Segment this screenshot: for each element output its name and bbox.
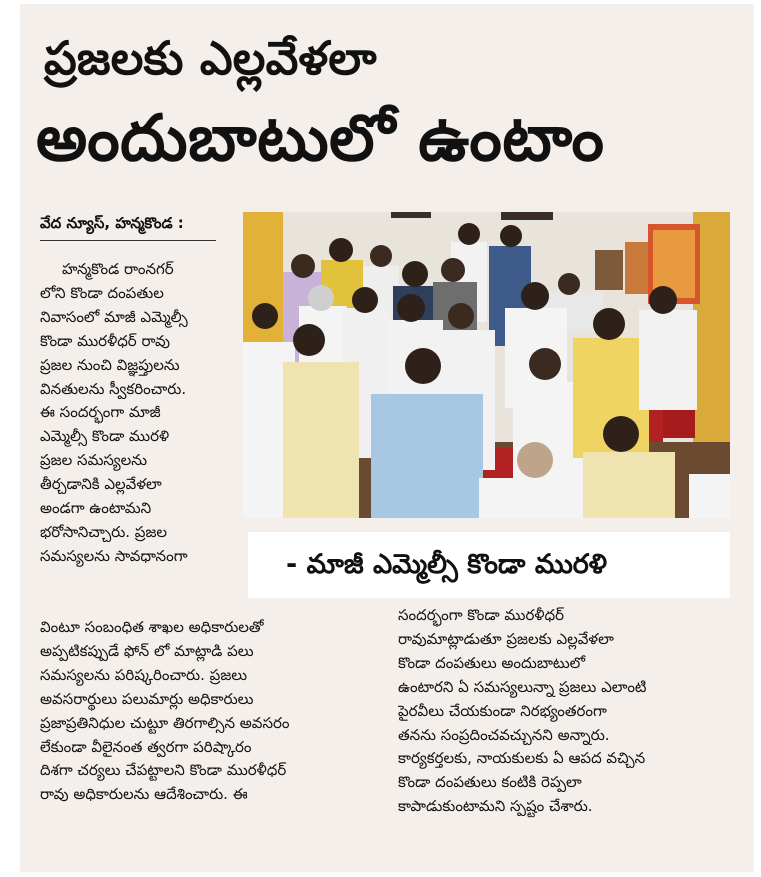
article-line: కార్యకర్తలకు, నాయకులకు ఏ ఆపద వచ్చిన bbox=[398, 749, 646, 768]
article-line: సమస్యలను సావధానంగా bbox=[40, 546, 188, 565]
article-line: భరోసానిచ్చారు. ప్రజల bbox=[40, 522, 168, 541]
person-cream-shirt bbox=[283, 362, 359, 518]
article-line: లేకుండా వీలైనంత త్వరగా పరిష్కారం bbox=[40, 737, 252, 756]
article-line: హన్మకొండ రాంనగర్ bbox=[62, 260, 174, 278]
photo-illustration bbox=[243, 212, 730, 518]
photo-caption-box bbox=[248, 532, 730, 598]
article-line: తీర్చడానికి ఎల్లవేళలా bbox=[40, 475, 162, 494]
article-line: ప్రజల సమస్యలను bbox=[40, 451, 148, 470]
article-line: రావు అధికారులను ఆదేశించారు. ఈ bbox=[40, 785, 248, 804]
article-column-bottom-left bbox=[40, 616, 385, 807]
article-line: సమస్యలను పరిష్కరించారు. ప్రజలు bbox=[40, 665, 248, 684]
article-line: వింటూ సంబంధిత శాఖల అధికారులతో bbox=[40, 618, 264, 636]
article-line: అవసరార్థులు పలుమార్లు అధికారులు bbox=[40, 689, 254, 708]
headline-line-1: ప్రజలకు ఎల్లవేళలా bbox=[44, 31, 377, 85]
article-line: అండగా ఉంటామని bbox=[40, 499, 152, 518]
news-photo bbox=[243, 212, 730, 518]
article-line: తనను సంప్రదించవచ్చునని అన్నారు. bbox=[398, 725, 610, 744]
headline-line-2: అందుబాటులో ఉంటాం bbox=[36, 102, 605, 176]
article-line: లోని కొండా దంపతుల bbox=[40, 283, 164, 302]
article-line: ప్రజాప్రతినిధుల చుట్టూ తిరగాల్సిన అవసరం bbox=[40, 713, 290, 732]
article-line: వినతులను స్వీకరించారు. bbox=[40, 379, 187, 398]
article-line: ప్రజల నుంచి విజ్ఞప్తులను bbox=[40, 355, 180, 374]
dateline: వేద న్యూస్, హన్మకొండ : bbox=[40, 214, 184, 232]
article-line: అప్పటికప్పుడే ఫోన్ లో మాట్లాడి పలు bbox=[40, 641, 254, 660]
person-blue-shirt bbox=[371, 394, 483, 518]
dateline-underline bbox=[40, 240, 216, 241]
article-line: సందర్భంగా కొండా మురళీధర్ bbox=[398, 606, 564, 624]
article-line: ఉంటారని ఏ సమస్యలున్నా ప్రజలు ఎలాంటి bbox=[398, 677, 647, 696]
article-line: కొండా దంపతులు కంటికి రెప్పలా bbox=[398, 773, 582, 792]
article-line: కొండా దంపతులు అందుబాటులో bbox=[398, 653, 586, 672]
article-line: కాపాడుకుంటామని స్పష్టం చేశారు. bbox=[398, 797, 593, 816]
article-column-bottom-right bbox=[398, 604, 743, 819]
photo-caption: - మాజీ ఎమ్మెల్సీ కొండా మురళి bbox=[286, 549, 608, 580]
wall-frame bbox=[595, 250, 623, 290]
article-line: నివాసంలో మాజీ ఎమ్మెల్సీ bbox=[40, 307, 188, 326]
article-column-left bbox=[40, 258, 232, 569]
article-line: పైరవీలు చేయకుండా నిరభ్యంతరంగా bbox=[398, 701, 607, 720]
article-line: రావుమాట్లాడుతూ ప్రజలకు ఎల్లవేళలా bbox=[398, 629, 614, 648]
article-line: ఈ సందర్భంగా మాజీ bbox=[40, 403, 161, 422]
article-line: ఎమ్మెల్సీ కొండా మురళి bbox=[40, 427, 170, 446]
article-line: దిశగా చర్యలు చేపట్టాలని కొండా మురళీధర్ bbox=[40, 761, 287, 780]
wall-frame bbox=[625, 242, 651, 294]
article-line: కొండా మురళీధర్ రావు bbox=[40, 331, 171, 350]
